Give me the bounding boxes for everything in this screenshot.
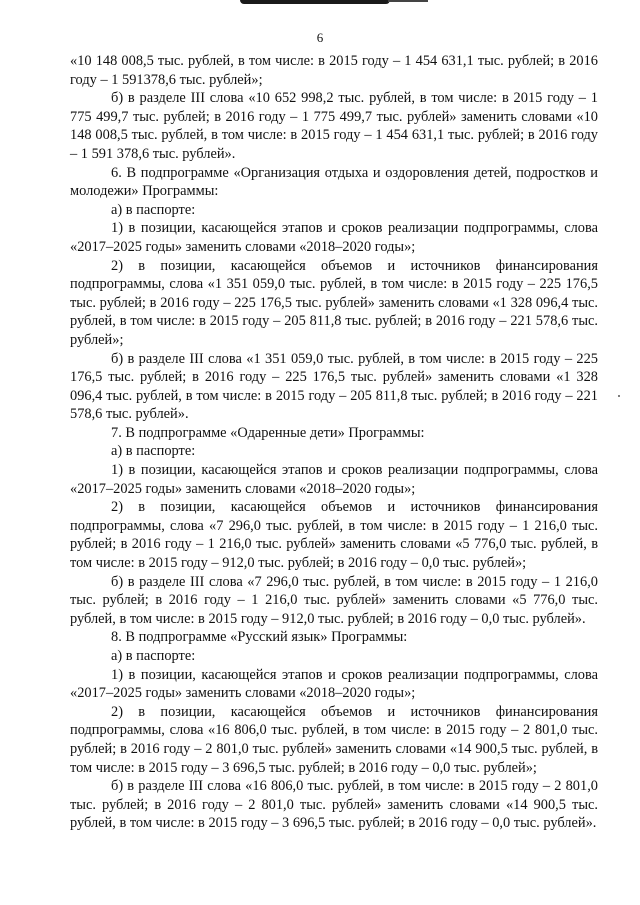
paragraph: 1) в позиции, касающейся этапов и сроков реализации подпрограммы, слова «2017–2025 годы» заменить словами «2018–2020 годы»; xyxy=(70,220,598,255)
paragraph: «10 148 008,5 тыс. рублей, в том числе: в 2015 году – 1 454 631,1 тыс. рублей; в 2016 году – 1 591378,6 тыс. рублей»; xyxy=(70,53,598,88)
paragraph: б) в разделе III слова «7 296,0 тыс. рублей, в том числе: в 2015 году – 1 216,0 тыс. рублей; в 2016 году – 1 216,0 тыс. рублей» заменить словами «5 776,0 тыс. рублей, в том числе: в 2015 году – 912,0 тыс. рублей; в 2016 году – 0,0 тыс. рублей». xyxy=(70,573,598,627)
paragraph: 2) в позиции, касающейся объемов и источников финансирования подпрограммы, слова «1 351 059,0 тыс. рублей, в том числе: в 2015 году – 225 176,5 тыс. рублей; в 2016 году – 225 176,5 тыс. рублей» заменить словами «1 328 096,4 тыс. рублей, в том числе: в 2015 году – 205 811,8 тыс. рублей; в 2016 году – 221 578,6 тыс. рублей»; xyxy=(70,257,598,348)
scan-artifact-top xyxy=(240,0,390,4)
paragraph: 2) в позиции, касающейся объемов и источников финансирования подпрограммы, слова «7 296,0 тыс. рублей, в том числе: в 2015 году – 1 216,0 тыс. рублей; в 2016 году – 1 216,0 тыс. рублей» заменить словами «5 776,0 тыс. рублей, в том числе: в 2015 году – 912,0 тыс. рублей; в 2016 году – 0,0 тыс. рублей»; xyxy=(70,499,598,572)
paragraph: 7. В подпрограмме «Одаренные дети» Программы: xyxy=(111,424,425,441)
paragraph: б) в разделе III слова «1 351 059,0 тыс. рублей, в том числе: в 2015 году – 225 176,5 тыс. рублей; в 2016 году – 225 176,5 тыс. рублей» заменить словами «1 328 096,4 тыс. рублей, в том числе: в 2015 году – 205 811,8 тыс. рублей; в 2016 году – 221 578,6 тыс. рублей». xyxy=(70,350,598,423)
scan-speck xyxy=(618,395,620,397)
scan-artifact-top-tail xyxy=(388,0,428,2)
paragraph: 8. В подпрограмме «Русский язык» Программы: xyxy=(111,629,408,646)
paragraph: 2) в позиции, касающейся объемов и источников финансирования подпрограммы, слова «16 806,0 тыс. рублей, в том числе: в 2015 году – 2 801,0 тыс. рублей; в 2016 году – 2 801,0 тыс. рублей» заменить словами «14 900,5 тыс. рублей, в том числе: в 2015 году – 3 696,5 тыс. рублей; в 2016 году – 0,0 тыс. рублей»; xyxy=(70,703,598,776)
document-body xyxy=(70,52,598,833)
paragraph: б) в разделе III слова «16 806,0 тыс. рублей, в том числе: в 2015 году – 2 801,0 тыс. рублей; в 2016 году – 2 801,0 тыс. рублей» заменить словами «14 900,5 тыс. рублей, в том числе: в 2015 году – 3 696,5 тыс. рублей; в 2016 году – 0,0 тыс. рублей». xyxy=(70,778,598,832)
paragraph: а) в паспорте: xyxy=(111,201,196,218)
paragraph: 6. В подпрограмме «Организация отдыха и оздоровления детей, подростков и молодежи» Программы: xyxy=(70,164,598,200)
paragraph: б) в разделе III слова «10 652 998,2 тыс. рублей, в том числе: в 2015 году – 1 775 499,7 тыс. рублей; в 2016 году – 1 775 499,7 тыс. рублей» заменить словами «10 148 008,5 тыс. рублей, в том числе: в 2015 году – 1 454 631,1 тыс. рублей; в 2016 году – 1 591 378,6 тыс. рублей». xyxy=(70,90,598,162)
paragraph: 1) в позиции, касающейся этапов и сроков реализации подпрограммы, слова «2017–2025 годы» заменить словами «2018–2020 годы»; xyxy=(70,666,598,702)
paragraph: а) в паспорте: xyxy=(111,443,196,460)
paragraph: а) в паспорте: xyxy=(111,648,196,664)
paragraph: 1) в позиции, касающейся этапов и сроков реализации подпрограммы, слова «2017–2025 годы» заменить словами «2018–2020 годы»; xyxy=(70,462,598,497)
page-number: 6 xyxy=(316,30,324,45)
